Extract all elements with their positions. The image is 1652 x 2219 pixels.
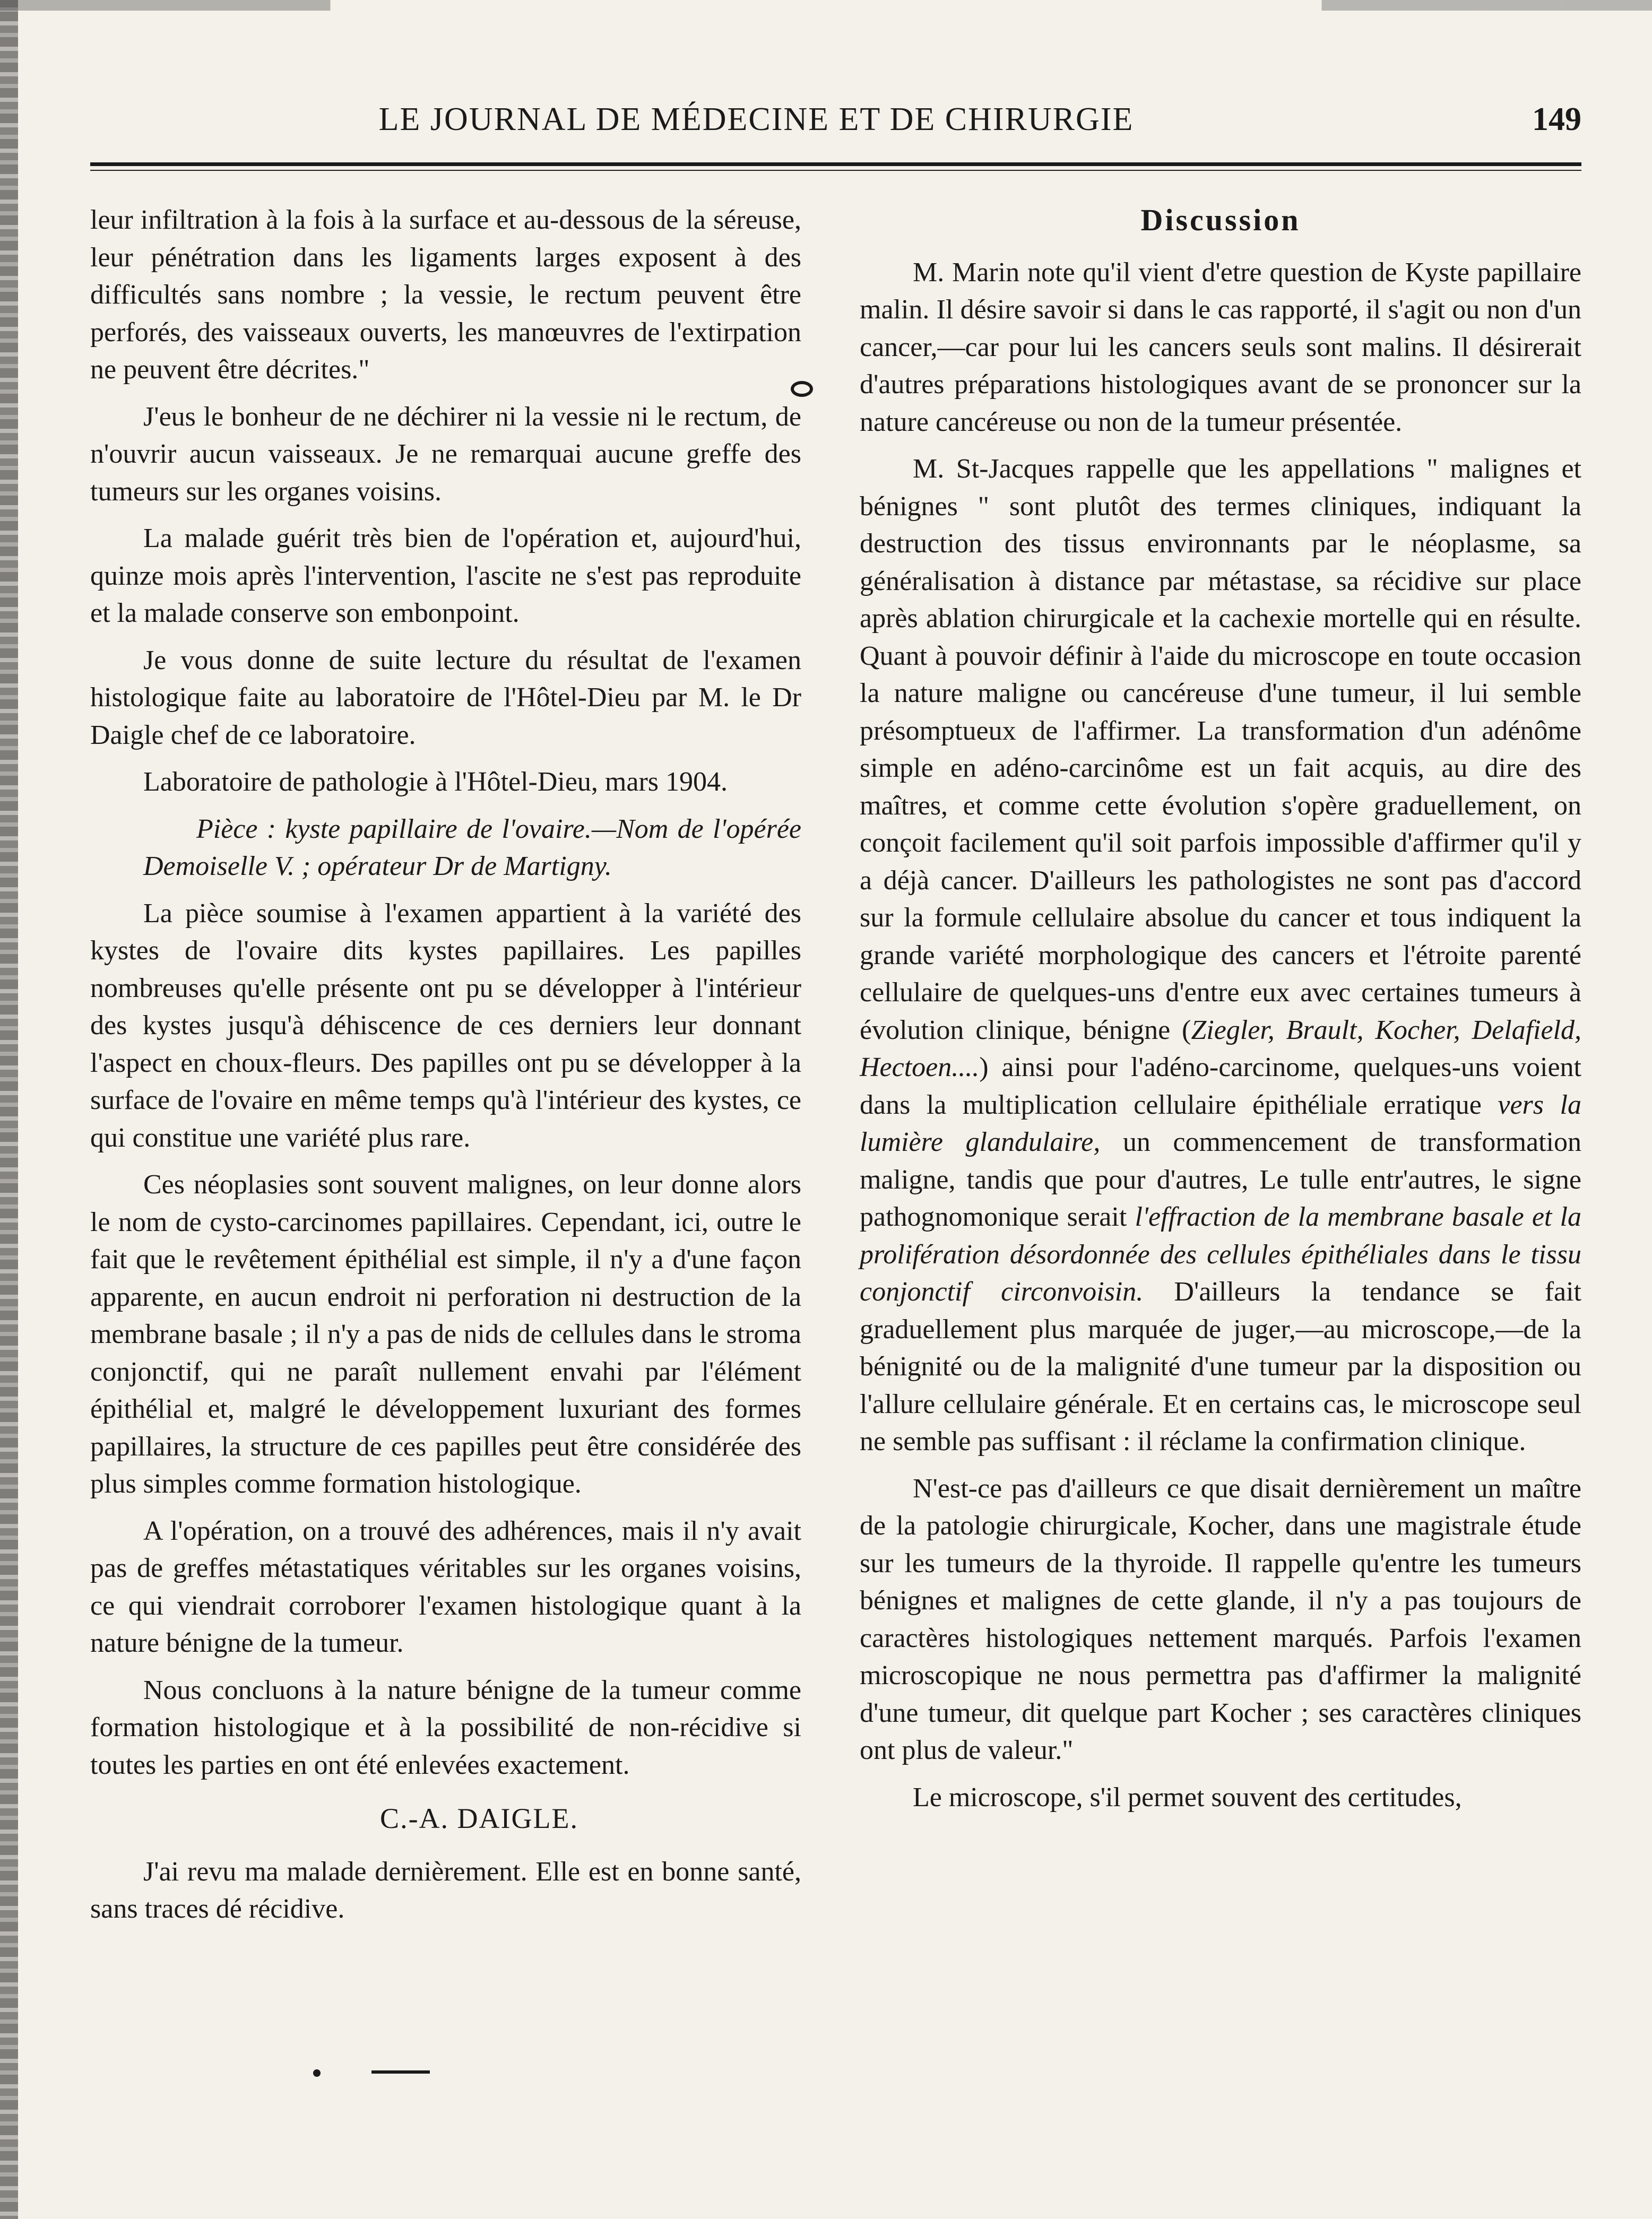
scan-binding-edge	[0, 0, 18, 2219]
left-column	[90, 202, 801, 1938]
paragraph: La malade guérit très bien de l'opération et, aujourd'hui, quinze mois après l'intervention, l'ascite ne s'est pas reproduite et la malade conserve son embonpoint.	[90, 523, 801, 628]
author-list: Ziegler, Brault, Kocher, Delafield, Hectoen....	[860, 1015, 1581, 1082]
paragraph: Ces néoplasies sont souvent malignes, on leur donne alors le nom de cysto-carcinomes papillaires. Cependant, ici, outre le fait que le revêtement épithélial est simple, il n'y a d'une façon apparente, en aucun endroit ni perforation ni destruction de la membrane basale ; il n'y a pas de nids de cellules dans le stroma conjonctif, qui ne paraît nullement envahi par l'élément épithélial et, malgré le développement luxuriant des formes papillaires, la structure de ces papilles peut être considérée des plus simples comme formation histologique.	[90, 1169, 801, 1499]
header-rule-thin	[90, 170, 1581, 171]
paragraph: J'ai revu ma malade dernièrement. Elle est en bonne santé, sans traces dé récidive.	[90, 1856, 801, 1924]
text-run: un commencement de transformation maligne, tandis que pour d'autres, Le tulle entr'autres, le signe pathognomonique serait	[860, 1127, 1581, 1232]
specimen-line: Pièce : kyste papillaire de l'ovaire.—Nom de l'opérée Demoiselle V. ; opérateur Dr de Martigny.	[143, 813, 801, 881]
end-ornament	[313, 2059, 430, 2091]
paragraph: J'eus le bonheur de ne déchirer ni la vessie ni le rectum, de n'ouvrir aucun vaisseaux. Je ne remarquai aucune greffe des tumeurs sur les organes voisins.	[90, 401, 801, 507]
text-run: D'ailleurs la tendance se fait graduellement plus marquée de juger,—au microscope,—de la bénignité ou de la malignité d'une tumeur par la disposition ou l'allure cellulaire générale. Et en certains cas, le microscope seul ne semble pas suffisant : il réclame la confirmation clinique.	[860, 1277, 1581, 1457]
stray-mark	[791, 381, 813, 397]
paragraph: La pièce soumise à l'examen appartient à la variété des kystes de l'ovaire dits kystes papillaires. Les papilles nombreuses qu'elle présente ont pu se développer à l'intérieur des kystes jusqu'à déhiscence de ces derniers leur donnant l'aspect en choux-fleurs. Des papilles ont pu se développer à la surface de l'ovaire en même temps qu'à l'intérieur des kystes, ce qui constitue une variété plus rare.	[90, 898, 801, 1153]
paragraph: M. Marin note qu'il vient d'etre question de Kyste papillaire malin. Il désire savoir si dans le cas rapporté, il s'agit ou non d'un cancer,—car pour lui les cancers seuls sont malins. Il désirerait d'autres préparations histologiques avant de se prononcer sur la nature cancéreuse ou non de la tumeur présentée.	[860, 257, 1581, 437]
scan-top-edge	[0, 0, 1652, 11]
paragraph: N'est-ce pas d'ailleurs ce que disait dernièrement un maître de la patologie chirurgicale, Kocher, dans une magistrale étude sur les tumeurs de la thyroide. Il rappelle qu'entre les tumeurs bénignes et malignes de cette glande, il n'y a pas toujours de caractères histologiques nettement marqués. Parfois l'examen microscopique ne nous permettra pas d'affirmer la malignité d'une tumeur, dit quelque part Kocher ; ses caractères cliniques ont plus de valeur."	[860, 1473, 1581, 1765]
header-rule-thick	[90, 162, 1581, 166]
paragraph: A l'opération, on a trouvé des adhérences, mais il n'y avait pas de greffes métastatiques véritables sur les organes voisins, ce qui viendrait corroborer l'examen histologique quant à la nature bénigne de la tumeur.	[90, 1515, 801, 1658]
end-ornament-line	[371, 2070, 430, 2074]
lab-report-line: Laboratoire de pathologie à l'Hôtel-Dieu, mars 1904.	[143, 767, 728, 797]
text-run: M. St-Jacques rappelle que les appellations " malignes et bénignes " sont plutôt des termes cliniques, indiquant la destruction des tissus environnants par le néoplasme, sa généralisation à distance par métastase, sa récidive sur place après ablation chirurgicale et la cachexie mortelle qui en résulte. Quant à pouvoir définir à l'aide du microscope en toute occasion la nature maligne ou cancéreuse d'une tumeur, il lui semble présomptueux de l'affirmer. La transformation d'un adénôme simple en adéno-carcinôme est un fait acquis, au dire des maîtres, et comme cette évolution s'opère graduellement, on conçoit facilement qu'il soit parfois impossible d'affirmer qu'il y a déjà cancer. D'ailleurs les pathologistes ne sont pas d'accord sur la formule cellulaire absolue du cancer et tous indiquent la grande variété morphologique des cancers et l'étroite parenté cellulaire de quelques-uns d'entre eux avec certaines tumeurs à évolution clinique, bénigne (	[860, 454, 1581, 1045]
paragraph: Le microscope, s'il permet souvent des certitudes,	[913, 1782, 1462, 1813]
section-title: Discussion	[1140, 203, 1301, 237]
paragraph-st-jacques	[860, 450, 1581, 1461]
running-title: LE JOURNAL DE MÉDECINE ET DE CHIRURGIE	[378, 101, 1134, 137]
italic-phrase: vers la lumière glandulaire,	[860, 1089, 1581, 1157]
end-ornament-dot	[313, 2069, 321, 2077]
italic-phrase: l'effraction de la membrane basale et la prolifération désordonnée des cellules épithéliales dans le tissu conjonctif circonvoisin.	[860, 1202, 1581, 1307]
page-header	[90, 101, 1581, 159]
text-run: ) ainsi pour l'adéno-carcinome, quelques-uns voient dans la multiplication cellulaire épithéliale erratique	[860, 1052, 1581, 1120]
paragraph: Nous concluons à la nature bénigne de la tumeur comme formation histologique et à la possibilité de non-récidive si toutes les parties en ont été enlevées exactement.	[90, 1675, 801, 1780]
paragraph: Je vous donne de suite lecture du résultat de l'examen histologique faite au laboratoire de l'Hôtel-Dieu par M. le Dr Daigle chef de ce laboratoire.	[90, 645, 801, 750]
signature: C.-A. DAIGLE.	[380, 1802, 578, 1834]
page-number: 149	[1532, 101, 1581, 137]
right-column	[860, 202, 1581, 1826]
paragraph: leur infiltration à la fois à la surface et au-dessous de la séreuse, leur pénétration dans les ligaments larges exposent à des difficultés sans nombre ; la vessie, le rectum peuvent être perforés, des vaisseaux ouverts, les manœuvres de l'extirpation ne peuvent être décrites."	[90, 205, 801, 385]
